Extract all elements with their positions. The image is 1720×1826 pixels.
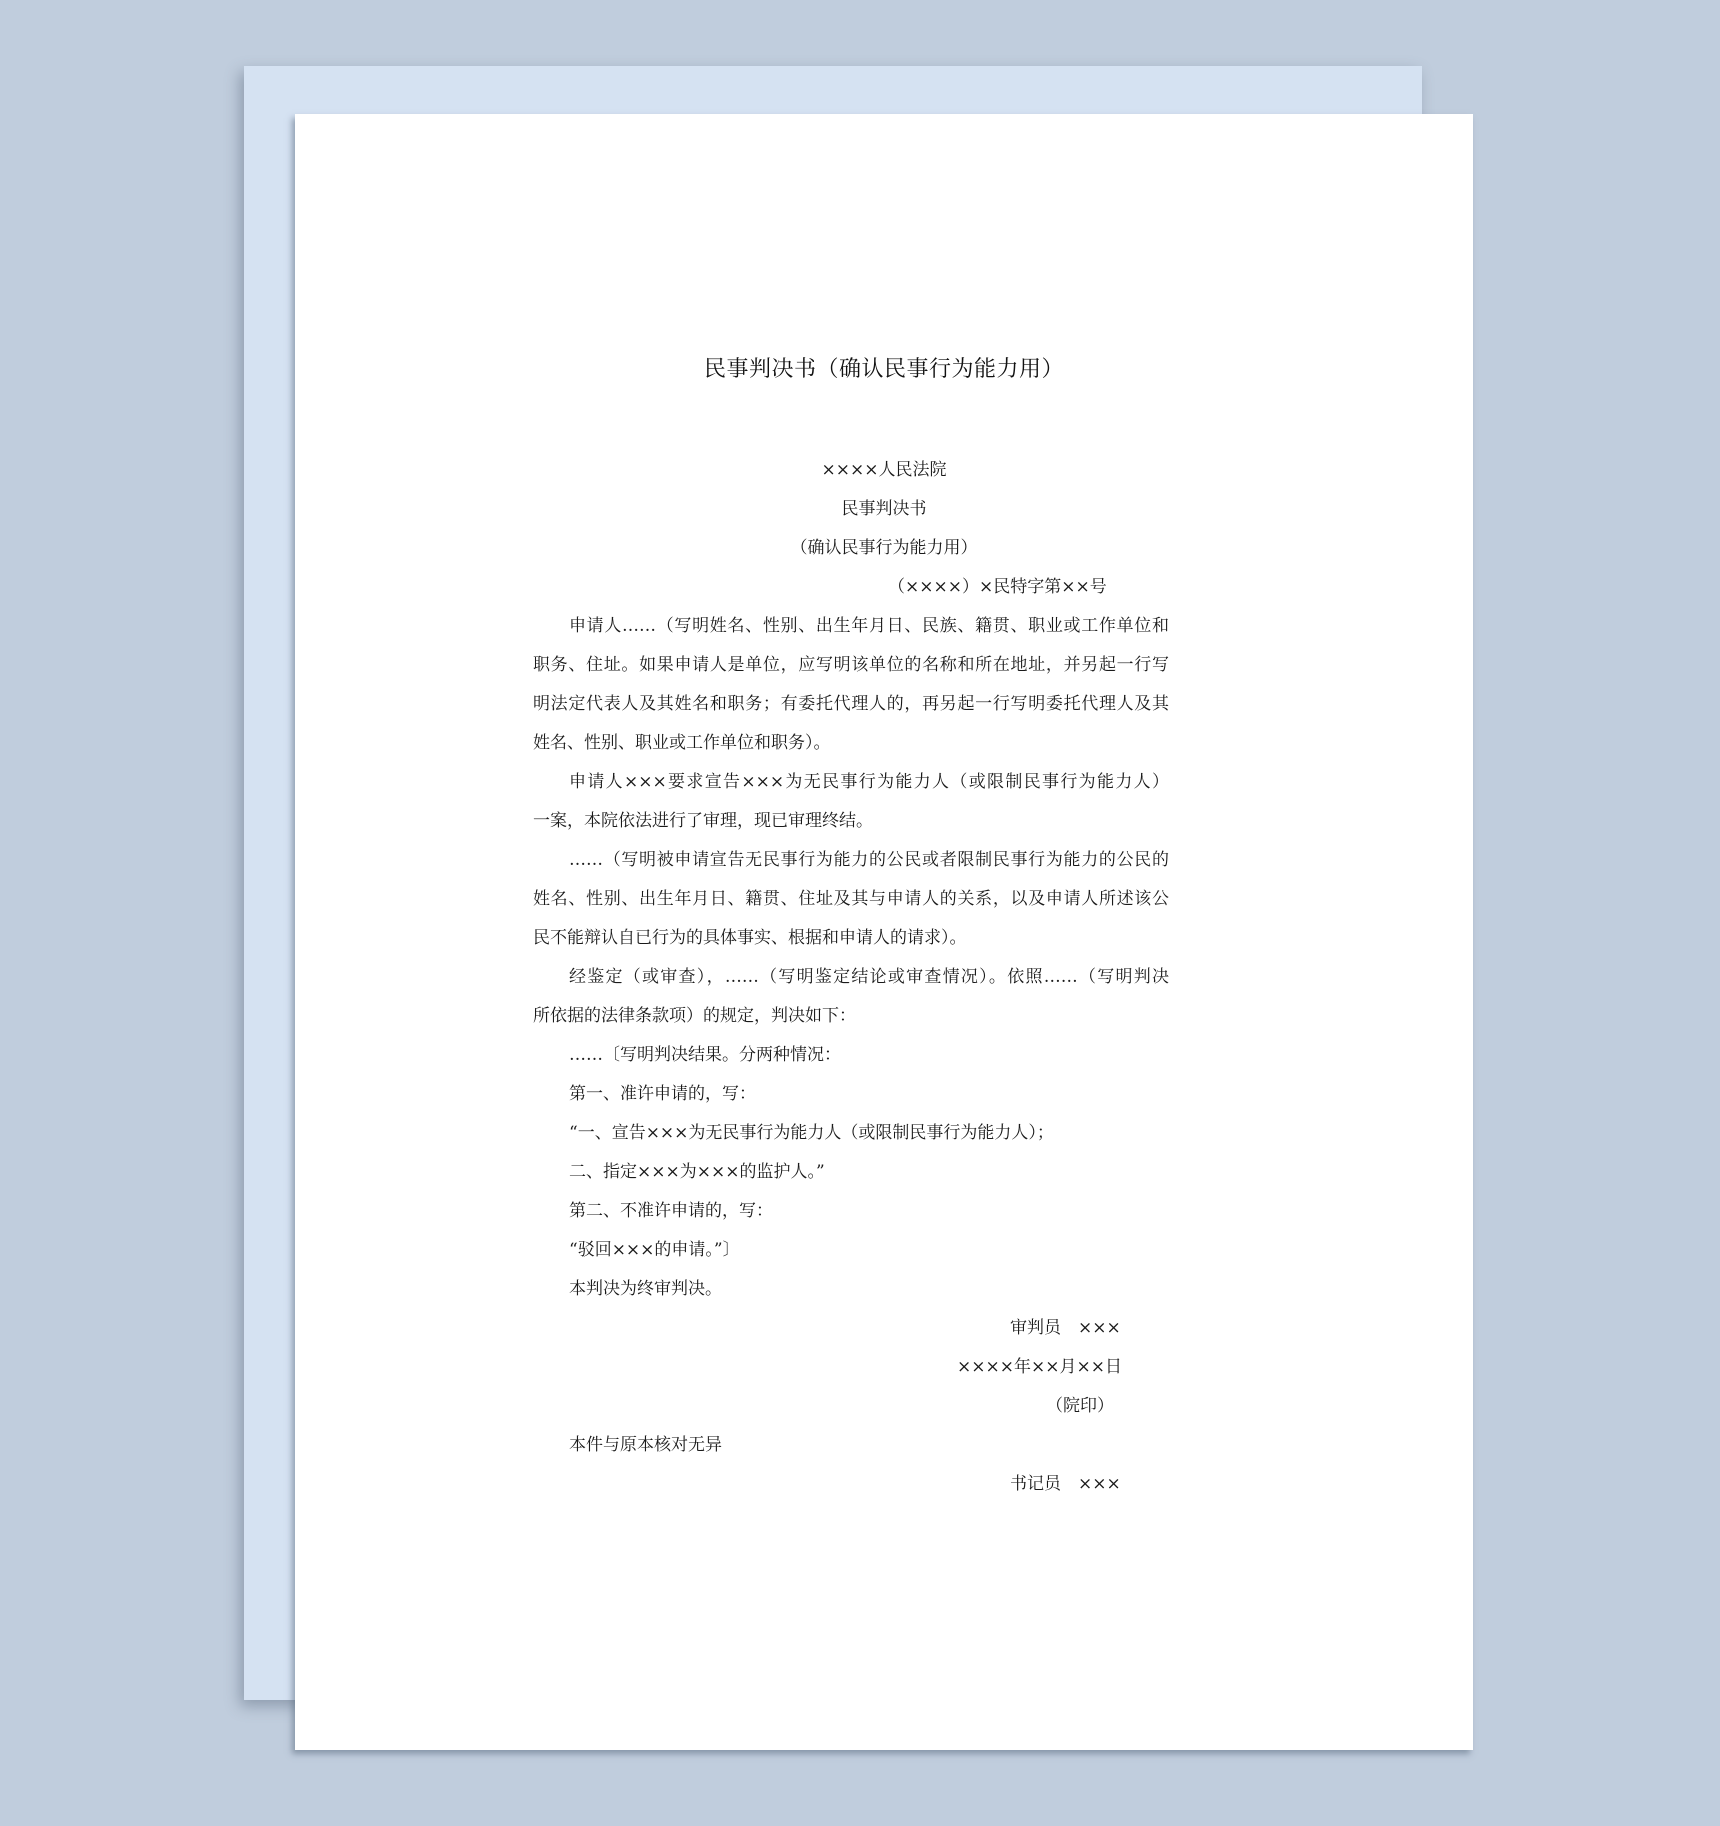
judgment-line: 二、指定×××为×××的监护人。” [569,1162,825,1182]
paragraph-line: 民不能辩认自已行为的具体事实、根据和申请人的请求）。 [533,928,967,948]
paragraph-line: 经鉴定（或审查），……（写明鉴定结论或审查情况）。依照……（写明判决 [569,967,1169,987]
judgment-line: 第一、准许申请的，写： [569,1084,756,1104]
paragraph-line: 申请人×××要求宣告×××为无民事行为能力人（或限制民事行为能力人） [569,772,1169,792]
judgment-line: ……〔写明判决结果。分两种情况： [569,1045,841,1065]
case-number: （××××）×民特字第××号 [888,577,1107,597]
judgment-line: 本判决为终审判决。 [569,1279,722,1299]
paragraph-line: 姓名、性别、出生年月日、籍贯、住址及其与申请人的关系，以及申请人所述该公 [533,889,1169,909]
court-seal: （院印） [1046,1396,1114,1416]
paragraph-line: 申请人……（写明姓名、性别、出生年月日、民族、籍贯、职业或工作单位和 [569,616,1169,636]
clerk-signature: 书记员 ××× [1010,1474,1121,1494]
paragraph-line: 所依据的法律条款项）的规定，判决如下： [533,1006,856,1026]
judgment-line: “驳回×××的申请。”〕 [569,1240,740,1260]
judge-signature: 审判员 ××× [1010,1318,1121,1338]
court-name: ××××人民法院 [821,460,947,480]
judgment-line: 第二、不准许申请的，写： [569,1201,773,1221]
paragraph-line: 明法定代表人及其姓名和职务；有委托代理人的，再另起一行写明委托代理人及其 [533,694,1169,714]
doc-type: 民事判决书 [841,499,927,519]
paragraph-line: 姓名、性别、职业或工作单位和职务）。 [533,733,831,753]
document-title: 民事判决书（确认民事行为能力用） [703,357,1064,382]
paragraph-line: ……（写明被申请宣告无民事行为能力的公民或者限制民事行为能力的公民的 [569,850,1169,870]
paragraph-line: 一案，本院依法进行了审理，现已审理终结。 [533,811,873,831]
paragraph-line: 职务、住址。如果申请人是单位，应写明该单位的名称和所在地址，并另起一行写 [533,655,1169,675]
doc-subtype: （确认民事行为能力用） [790,538,978,558]
judgment-line: “一、宣告×××为无民事行为能力人（或限制民事行为能力人）； [569,1123,1054,1143]
verification-note: 本件与原本核对无异 [569,1435,722,1455]
judgment-date: ××××年××月××日 [957,1357,1122,1377]
